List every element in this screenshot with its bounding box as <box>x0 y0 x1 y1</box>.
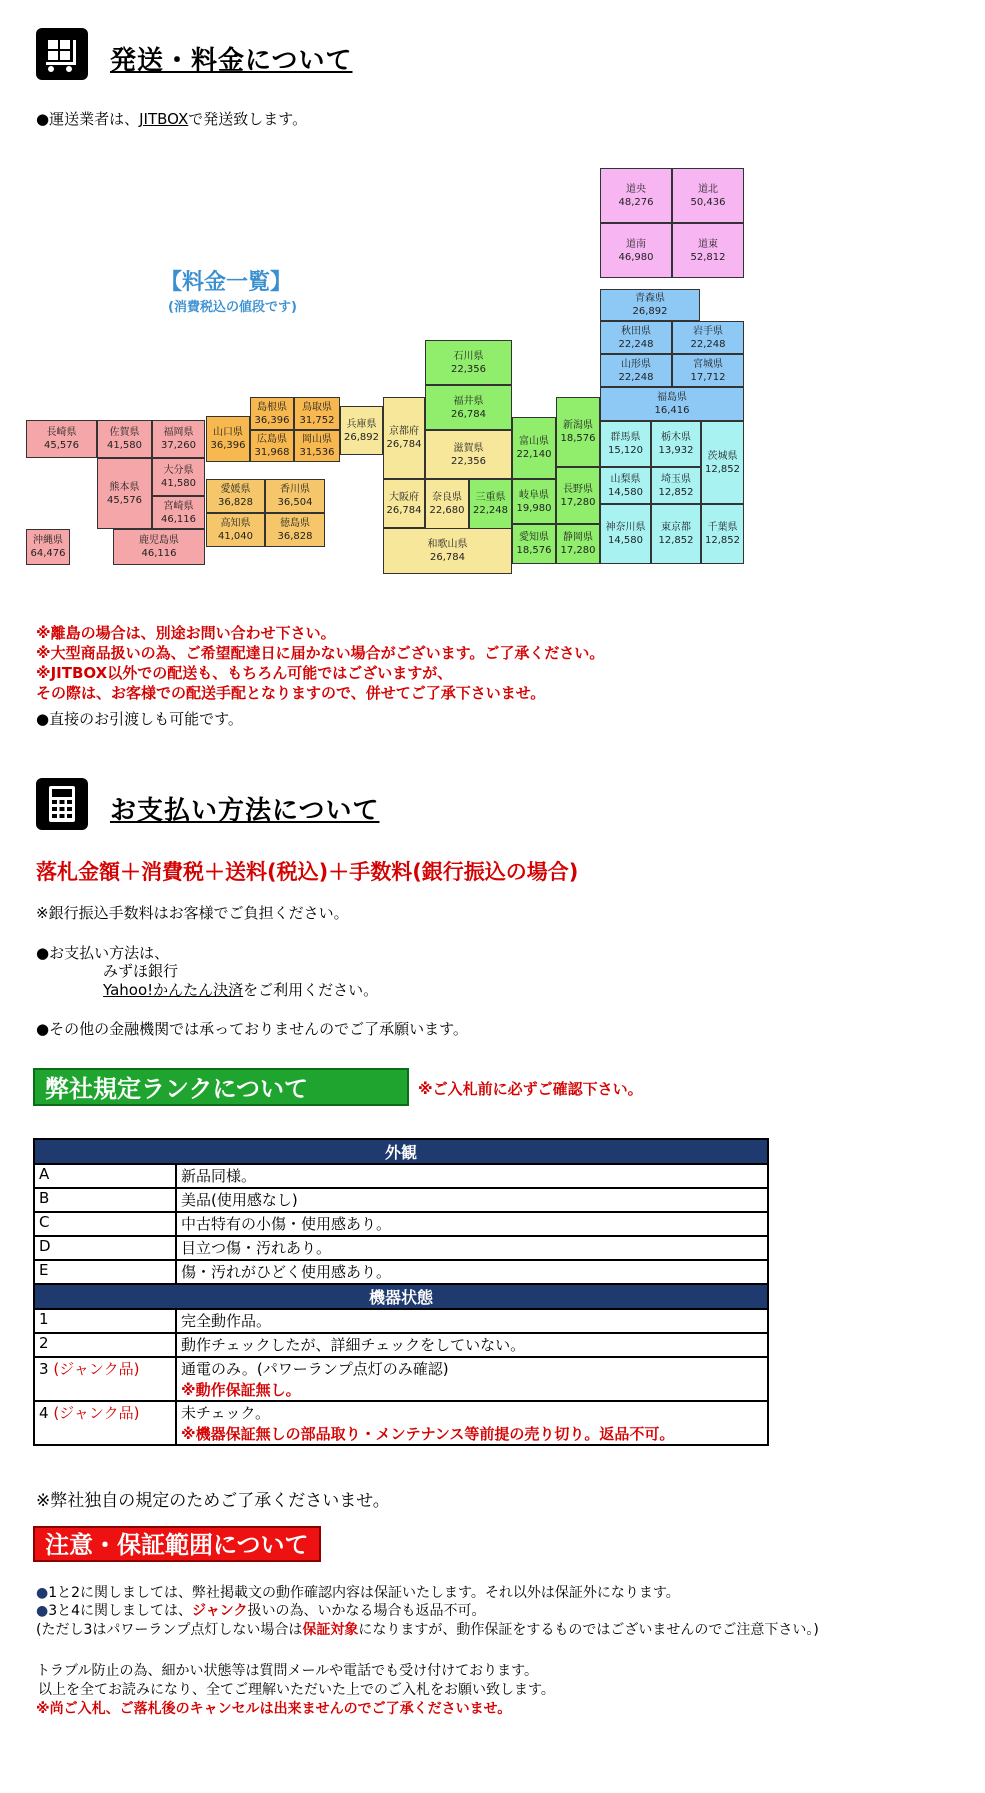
prefecture-cell: 愛媛県 36,828 <box>206 479 265 513</box>
prefecture-cell: 東京都 12,852 <box>651 504 701 564</box>
table-row: E 傷・汚れがひどく使用感あり。 <box>34 1260 768 1284</box>
prefecture-cell: 福岡県 37,260 <box>152 420 205 458</box>
prefecture-cell: 高知県 41,040 <box>206 513 265 547</box>
prefecture-cell: 山口県 36,396 <box>206 416 250 462</box>
map-subtitle: (消費税込の値段です) <box>168 300 297 315</box>
prefecture-cell: 徳島県 36,828 <box>265 513 325 547</box>
carrier-line: ●運送業者は、JITBOXで発送致します。 <box>36 110 308 128</box>
prefecture-cell: 宮城県 17,712 <box>672 354 744 387</box>
prefecture-cell: 沖縄県 64,476 <box>26 529 70 565</box>
shipping-note-1: ※離島の場合は、別途お問い合わせ下さい。 <box>36 624 336 642</box>
prefecture-cell: 和歌山県 26,784 <box>383 528 512 574</box>
prefecture-cell: 岩手県 22,248 <box>672 321 744 354</box>
prefecture-cell: 栃木県 13,932 <box>651 421 701 467</box>
shipping-title: 発送・料金について <box>110 46 353 76</box>
prefecture-cell: 岡山県 31,536 <box>294 430 340 462</box>
prefecture-cell: 島根県 36,396 <box>250 397 294 430</box>
prefecture-cell: 福井県 26,784 <box>425 385 512 430</box>
prefecture-cell: 青森県 26,892 <box>600 289 700 321</box>
prefecture-cell: 広島県 31,968 <box>250 430 294 462</box>
table-row: 3 (ジャンク品) 通電のみ。(パワーランプ点灯のみ確認) ※動作保証無し。 <box>34 1357 768 1401</box>
device-header: 機器状態 <box>34 1284 768 1309</box>
payment-methods-intro: ●お支払い方法は、 <box>36 944 170 962</box>
bank-fee-note: ※銀行振込手数料はお客様でご負担ください。 <box>36 904 349 922</box>
prefecture-cell: 山梨県 14,580 <box>600 467 651 504</box>
cancel-note: ※尚ご入札、ご落札後のキャンセルは出来ませんのでご了承くださいませ。 <box>36 1701 512 1717</box>
prefecture-cell: 富山県 22,140 <box>512 417 556 479</box>
warranty-banner: 注意・保証範囲について <box>33 1526 321 1562</box>
prefecture-cell: 静岡県 17,280 <box>556 524 600 564</box>
rank-footnote: ※弊社独自の規定のためご了承くださいませ。 <box>36 1491 390 1511</box>
prefecture-cell: 鹿児島県 46,116 <box>113 529 205 565</box>
prefecture-cell: 群馬県 15,120 <box>600 421 651 467</box>
shipping-note-2: ※大型商品扱いの為、ご希望配達日に届かない場合がございます。ご了承ください。 <box>36 644 605 662</box>
shipping-note-3: ※JITBOX以外での配送も、もちろん可能ではございますが、 <box>36 664 453 682</box>
prefecture-cell: 宮崎県 46,116 <box>152 496 205 529</box>
prefecture-cell: 三重県 22,248 <box>469 479 512 529</box>
prefecture-cell: 香川県 36,504 <box>265 479 325 513</box>
warranty-line-2: ●3と4に関しましては、ジャンク扱いの為、いかなる場合も返品不可。 <box>36 1603 486 1619</box>
payment-title: お支払い方法について <box>110 796 380 826</box>
prefecture-cell: 岐阜県 19,980 <box>512 479 556 524</box>
warranty-line-3: (ただし3はパワーランプ点灯しない場合は保証対象になりますが、動作保証をするものではございませんのでご注意下さい。) <box>36 1622 819 1638</box>
table-row: C 中古特有の小傷・使用感あり。 <box>34 1212 768 1236</box>
rank-table <box>33 1138 769 1446</box>
table-row: D 目立つ傷・汚れあり。 <box>34 1236 768 1260</box>
direct-handover-note: ●直接のお引渡しも可能です。 <box>36 710 243 728</box>
prefecture-cell: 兵庫県 26,892 <box>340 406 383 455</box>
prefecture-cell: 大阪府 26,784 <box>383 479 425 528</box>
table-row: A 新品同様。 <box>34 1164 768 1188</box>
table-row: 1 完全動作品。 <box>34 1309 768 1333</box>
prefecture-cell: 長野県 17,280 <box>556 467 600 524</box>
prefecture-cell: 石川県 22,356 <box>425 340 512 385</box>
method-mizuho: みずほ銀行 <box>103 962 179 980</box>
table-row: B 美品(使用感なし) <box>34 1188 768 1212</box>
other-institutions-note: ●その他の金融機関では承っておりませんのでご了承願います。 <box>36 1020 468 1038</box>
prefecture-cell: 奈良県 22,680 <box>425 479 469 529</box>
table-row: 4 (ジャンク品) 未チェック。 ※機器保証無しの部品取り・メンテナンス等前提の売り切り。返品不可。 <box>34 1401 768 1445</box>
appearance-header: 外観 <box>34 1139 768 1164</box>
map-title: 【料金一覧】 <box>160 270 293 295</box>
prefecture-cell: 福島県 16,416 <box>600 387 744 421</box>
prefecture-cell: 愛知県 18,576 <box>512 524 556 564</box>
jitbox-link[interactable]: JITBOX <box>139 110 189 128</box>
prefecture-cell: 大分県 41,580 <box>152 458 205 496</box>
prefecture-cell: 新潟県 18,576 <box>556 397 600 467</box>
prefecture-cell: 道央 48,276 <box>600 168 672 223</box>
method-yahoo: Yahoo!かんたん決済をご利用ください。 <box>103 981 379 999</box>
prefecture-cell: 道北 50,436 <box>672 168 744 223</box>
prefecture-cell: 秋田県 22,248 <box>600 321 672 354</box>
rank-banner-note: ※ご入札前に必ずご確認下さい。 <box>418 1080 643 1098</box>
rank-banner: 弊社規定ランクについて <box>33 1068 409 1106</box>
prefecture-cell: 道南 46,980 <box>600 223 672 278</box>
trouble-note-2: 以上を全てお読みになり、全てご理解いただいた上でのご入札をお願い致します。 <box>38 1682 555 1698</box>
payment-formula: 落札金額＋消費税＋送料(税込)＋手数料(銀行振込の場合) <box>36 860 579 884</box>
prefecture-cell: 鳥取県 31,752 <box>294 397 340 430</box>
prefecture-cell: 神奈川県 14,580 <box>600 504 651 564</box>
trouble-note-1: トラブル防止の為、細かい状態等は質問メールや電話でも受け付けております。 <box>36 1663 539 1679</box>
prefecture-cell: 熊本県 45,576 <box>97 458 152 529</box>
prefecture-cell: 茨城県 12,852 <box>701 421 744 504</box>
warranty-line-1: ●1と2に関しましては、弊社掲載文の動作確認内容は保証いたします。それ以外は保証外になります。 <box>36 1585 680 1601</box>
prefecture-cell: 長崎県 45,576 <box>26 420 97 458</box>
shipping-note-4: その際は、お客様での配送手配となりますので、併せてご了承下さいませ。 <box>36 684 546 702</box>
calculator-icon <box>36 778 88 830</box>
prefecture-cell: 千葉県 12,852 <box>701 504 744 564</box>
prefecture-cell: 埼玉県 12,852 <box>651 467 701 504</box>
prefecture-cell: 佐賀県 41,580 <box>97 420 152 458</box>
prefecture-cell: 滋賀県 22,356 <box>425 430 512 479</box>
prefecture-cell: 道東 52,812 <box>672 223 744 278</box>
yahoo-link[interactable]: Yahoo!かんたん決済 <box>103 981 244 999</box>
delivery-cart-icon <box>36 28 88 80</box>
prefecture-cell: 山形県 22,248 <box>600 354 672 387</box>
prefecture-cell: 京都府 26,784 <box>383 397 425 479</box>
table-row: 2 動作チェックしたが、詳細チェックをしていない。 <box>34 1333 768 1357</box>
